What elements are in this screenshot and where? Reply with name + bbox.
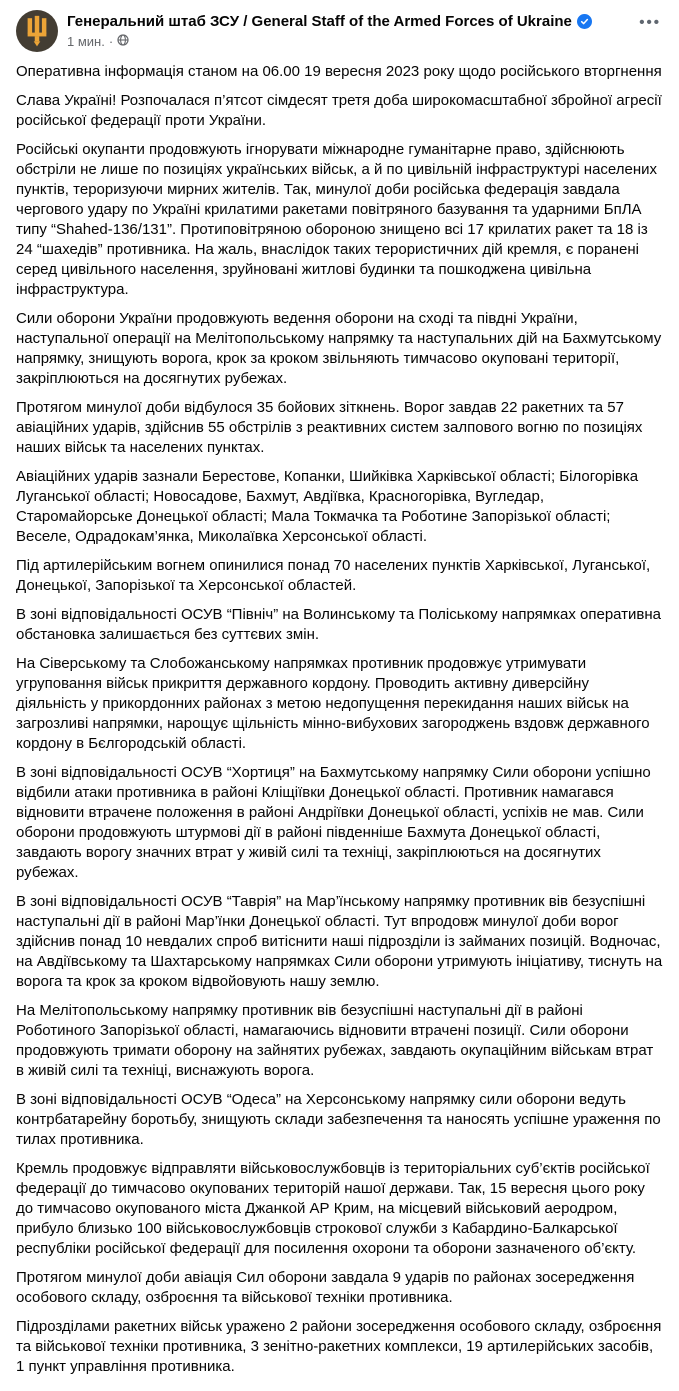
page-name-link[interactable]: Генеральний штаб ЗСУ / General Staff of the Armed Forces of Ukraine	[67, 13, 572, 30]
verified-badge-icon	[577, 14, 592, 29]
post-options-menu-button[interactable]: •••	[639, 14, 661, 31]
post-paragraph: На Мелітопольському напрямку противник вів безуспішні наступальні дії в районі Роботиного Запорізької області, намагаючись відновити втрачені позиції. Сили оборони продовжують тримати оборону на зайнятих рубежах, завдають окупаційним військам втрат в живій силі та техніці, виснажують ворога.	[16, 1002, 654, 1079]
post-paragraph: Підрозділами ракетних військ уражено 2 райони зосередження особового складу, озброєння та військової техніки противника, 3 зенітно-ракетних комплекси, 19 артилерійських засобів, 1 пункт управління противника.	[16, 1318, 662, 1375]
post-paragraph: Авіаційних ударів зазнали Берестове, Копанки, Шийківка Харківської області; Білогорівка Луганської області; Новосадове, Бахмут, Авдіївка, Красногорівка, Вугледар, Старомайорське Донецької області; Мала Токмачка та Роботине Запорізької області; Веселе, Одрадокам’янка, Миколаївка Херсонської області.	[16, 468, 639, 545]
post-paragraph: Слава Україні! Розпочалася п’ятсот сімдесят третя доба широкомасштабної збройної агресії російської федерації проти України.	[16, 92, 662, 129]
post-header	[0, 0, 679, 56]
ukraine-trident-icon	[24, 15, 50, 47]
post-body-text	[0, 56, 679, 1391]
post-paragraph: В зоні відповідальності ОСУВ “Хортиця” на Бахмутському напрямку Сили оборони успішно відбили атаки противника в районі Кліщіївки Донецької області. Противник намагався відновити втрачене положення в районі Андріївки Донецької області, успіхів не мав. Сили оборони продовжують штурмові дії в районі південніше Бахмута Донецької області, завдають ворогу значних втрат у живій силі та техніці, закріплюються на досягнутих рубежах.	[16, 764, 651, 881]
post-paragraph: На Сіверському та Слобожанському напрямках противник продовжує утримувати угруповання військ прикриття державного кордону. Проводить активну диверсійну діяльність у прикордонних районах з метою недопущення перекидання наших військ на загрозливі напрямки, нарощує щільність мінно-вибухових загороджень вздовж державного кордону в Бєлгородській області.	[16, 655, 650, 752]
post-paragraph: В зоні відповідальності ОСУВ “Одеса” на Херсонському напрямку сили оборони ведуть контрбатарейну боротьбу, знищують склади забезпечення та наносять успішне ураження по тилах противника.	[16, 1091, 661, 1148]
post-paragraph: Російські окупанти продовжують ігнорувати міжнародне гуманітарне право, здійснюють обстріли не лише по позиціях українських військ, а й по цивільній інфраструктурі населених пунктів, тероризуючи мирних жителів. Так, минулої доби російська федерація завдала чергового удару по Україні крилатими ракетами повітряного базування та ударними БпЛА типу “Shahed-136/131”. Протиповітряною обороною знищено всі 17 крилатих ракет та 18 із 24 “шахедів” противника. На жаль, внаслідок таких терористичних дій кремля, є поранені серед цивільного населення, зруйновані житлові будинки та пошкоджена цивільна інфраструктура.	[16, 141, 658, 298]
header-info	[67, 10, 629, 50]
post-paragraph: Протягом минулої доби відбулося 35 бойових зіткнень. Ворог завдав 22 ракетних та 57 авіаційних ударів, здійснив 55 обстрілів з реактивних систем залпового вогню по позиціях наших військ та населених пунктах.	[16, 399, 643, 456]
post-paragraph: В зоні відповідальності ОСУВ “Таврія” на Мар’їнському напрямку противник вів безуспішні наступальні дії в районі Мар’їнки Донецької області. Тут впродовж минулої доби ворог здійснив понад 10 невдалих спроб витіснити наші підрозділи із займаних позицій. Водночас, на Авдіївському та Шахтарському напрямках Сили оборони утримують ініціативу, тиснуть на ворога та крок за кроком відвойовують нашу землю.	[16, 893, 663, 990]
post-meta	[67, 34, 629, 50]
globe-public-icon	[117, 34, 129, 50]
page-avatar[interactable]	[16, 10, 58, 52]
post-paragraph: Кремль продовжує відправляти військовослужбовців із територіальних суб’єктів російської федерації до тимчасово окупованих територій нашої держави. Так, 15 вересня цього року до тимчасово окупованого міста Джанкой АР Крим, на місцевий військовий аеродром, прибуло близько 100 військовослужбовців строкової служби з Кабардино-Балкарської республіки російської федерації для посилення охорони та оборони зазначеного об’єкту.	[16, 1160, 650, 1257]
meta-separator: ·	[108, 34, 114, 49]
post-timestamp[interactable]: 1 мин.	[67, 34, 105, 49]
post-paragraph: Оперативна інформація станом на 06.00 19 вересня 2023 року щодо російського вторгнення	[16, 63, 662, 80]
post-paragraph: Протягом минулої доби авіація Сил оборони завдала 9 ударів по районах зосередження особового складу, озброєння та військової техніки противника.	[16, 1269, 635, 1306]
post-paragraph: Сили оборони України продовжують ведення оборони на сході та півдні України, наступальної операції на Мелітопольському напрямку та наступальних дій на Бахмутському напрямку, знищують ворога, крок за кроком звільняють тимчасово окуповані території, закріплюються на досягнутих рубежах.	[16, 310, 662, 387]
post-paragraph: В зоні відповідальності ОСУВ “Північ” на Волинському та Поліському напрямках оперативна обстановка залишається без суттєвих змін.	[16, 606, 662, 643]
post-paragraph: Під артилерійським вогнем опинилися понад 70 населених пунктів Харківської, Луганської, Донецької, Запорізької та Херсонської областей.	[16, 557, 651, 594]
